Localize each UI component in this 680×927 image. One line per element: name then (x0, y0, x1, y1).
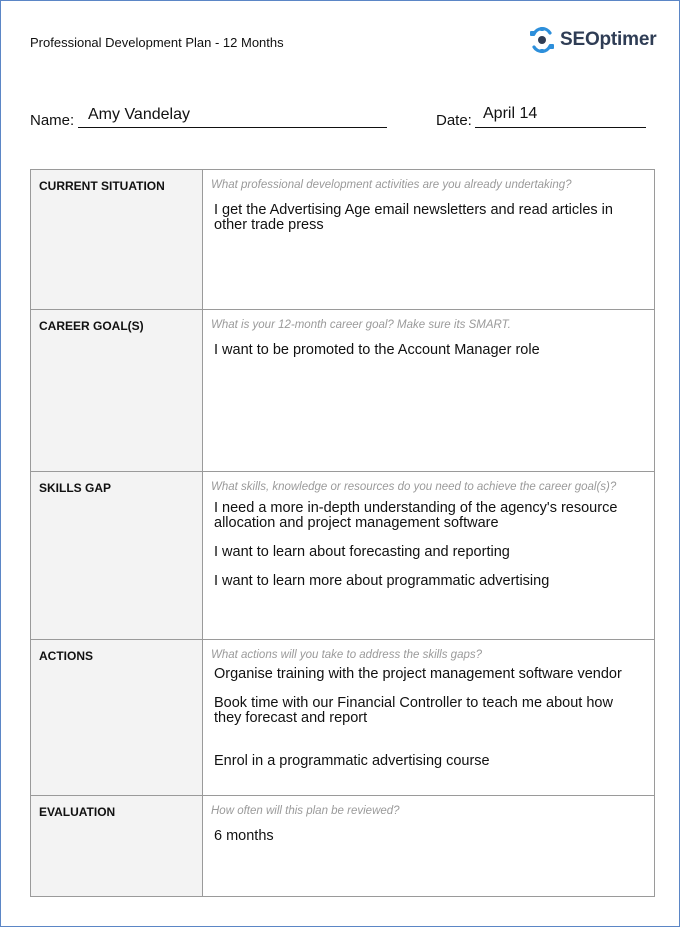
section-body (203, 640, 655, 796)
section-answer[interactable]: Book time with our Financial Controller to teach me about how they forecast and report (214, 695, 613, 726)
gear-logo-icon (528, 26, 556, 54)
section-prompt: What is your 12-month career goal? Make sure its SMART. (211, 319, 511, 331)
section-answer[interactable]: I need a more in-depth understanding of the agency's resource allocation and project management software (214, 500, 618, 531)
section-prompt: What skills, knowledge or resources do you need to achieve the career goal(s)? (211, 481, 617, 493)
section-body (203, 472, 655, 640)
name-underline (78, 127, 387, 128)
section-answer[interactable]: I get the Advertising Age email newsletters and read articles in other trade press (214, 202, 613, 233)
section-label: CURRENT SITUATION (31, 170, 203, 310)
section-row-skills-gap (31, 472, 655, 640)
name-value[interactable]: Amy Vandelay (88, 106, 190, 123)
name-label: Name: (30, 112, 75, 129)
section-prompt: How often will this plan be reviewed? (211, 805, 400, 817)
brand-name: SEOptimer (560, 29, 657, 50)
section-answer[interactable]: Enrol in a programmatic advertising course (214, 753, 490, 769)
section-answer[interactable]: I want to be promoted to the Account Manager role (214, 342, 540, 358)
section-body (203, 310, 655, 472)
section-answer[interactable]: 6 months (214, 828, 274, 844)
plan-table (30, 169, 655, 897)
section-prompt: What professional development activities are you already undertaking? (211, 179, 572, 191)
section-answer[interactable]: I want to learn more about programmatic advertising (214, 573, 550, 589)
date-label: Date: (436, 112, 472, 129)
section-answer[interactable]: Organise training with the project management software vendor (214, 666, 622, 682)
section-label: EVALUATION (31, 796, 203, 897)
section-body (203, 170, 655, 310)
section-label: CAREER GOAL(S) (31, 310, 203, 472)
section-body (203, 796, 655, 897)
section-row-evaluation (31, 796, 655, 897)
section-label: SKILLS GAP (31, 472, 203, 640)
section-label: ACTIONS (31, 640, 203, 796)
seoptimer-logo (528, 26, 656, 54)
date-underline (475, 127, 646, 128)
section-row-actions (31, 640, 655, 796)
section-prompt: What actions will you take to address the skills gaps? (211, 649, 483, 661)
document-title: Professional Development Plan - 12 Months (30, 35, 284, 50)
date-value[interactable]: April 14 (483, 105, 538, 122)
section-answer[interactable]: I want to learn about forecasting and reporting (214, 544, 510, 560)
section-row-current-situation (31, 170, 655, 310)
section-row-career-goals (31, 310, 655, 472)
